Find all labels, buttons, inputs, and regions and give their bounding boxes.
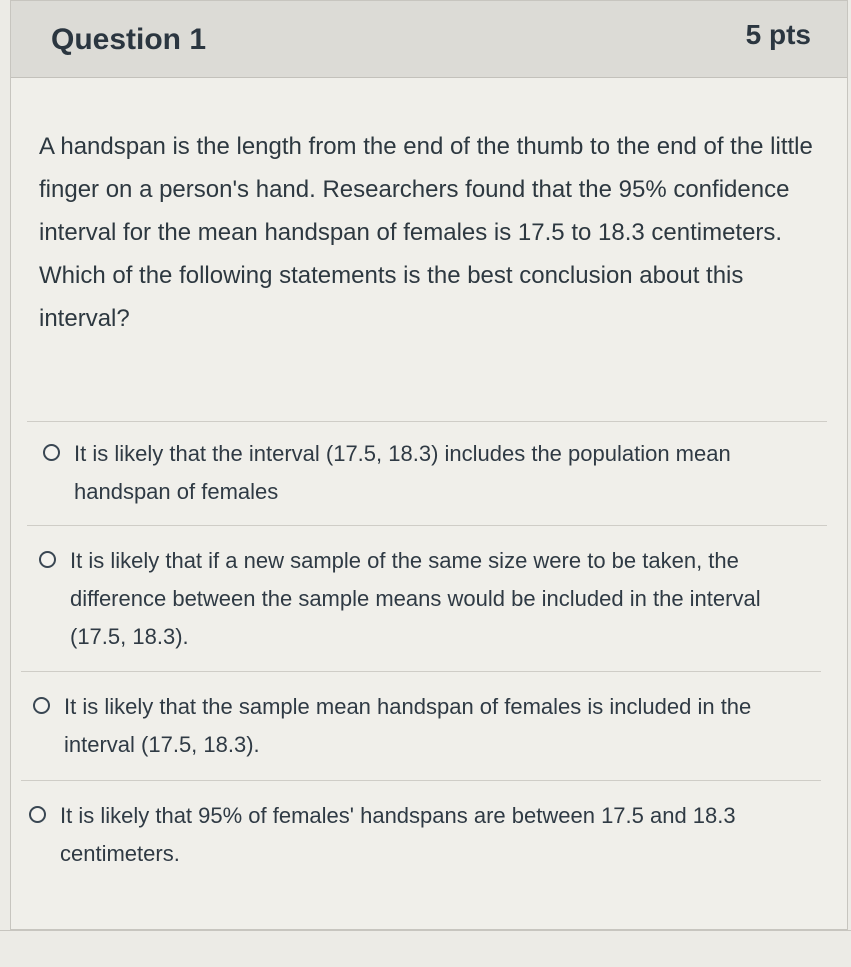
radio-button-icon[interactable]: [39, 551, 56, 568]
question-card: [10, 0, 848, 930]
question-header: [11, 1, 847, 78]
answer-label: It is likely that 95% of females' handspans are between 17.5 and 18.3 centimeters.: [60, 803, 736, 866]
page-bottom-border: [0, 930, 851, 931]
divider: [21, 671, 821, 672]
answer-label: It is likely that the interval (17.5, 18.3) includes the population mean handspan of females: [74, 441, 731, 504]
radio-button-icon[interactable]: [33, 697, 50, 714]
answer-option-4[interactable]: [29, 797, 789, 873]
divider: [27, 525, 827, 526]
divider: [21, 780, 821, 781]
divider: [27, 421, 827, 422]
question-text: A handspan is the length from the end of the thumb to the end of the little finger on a person's hand. Researchers found that the 95% confidence interval for the mean handspan of females is 17.5 to 18.3 centimeters. Which of the following statements is the best conclusion about this interval?: [39, 133, 813, 332]
question-points: 5 pts: [745, 19, 811, 50]
radio-button-icon[interactable]: [29, 806, 46, 823]
answer-option-2[interactable]: [39, 542, 799, 656]
answer-label: It is likely that the sample mean handspan of females is included in the interval (17.5, 18.3).: [64, 694, 752, 757]
answer-label: It is likely that if a new sample of the same size were to be taken, the difference between the sample means would be included in the interval (17.5, 18.3).: [70, 548, 761, 649]
radio-button-icon[interactable]: [43, 444, 60, 461]
answer-option-3[interactable]: [33, 688, 753, 764]
answer-option-1[interactable]: [43, 435, 783, 511]
question-title: Question 1: [51, 23, 207, 56]
